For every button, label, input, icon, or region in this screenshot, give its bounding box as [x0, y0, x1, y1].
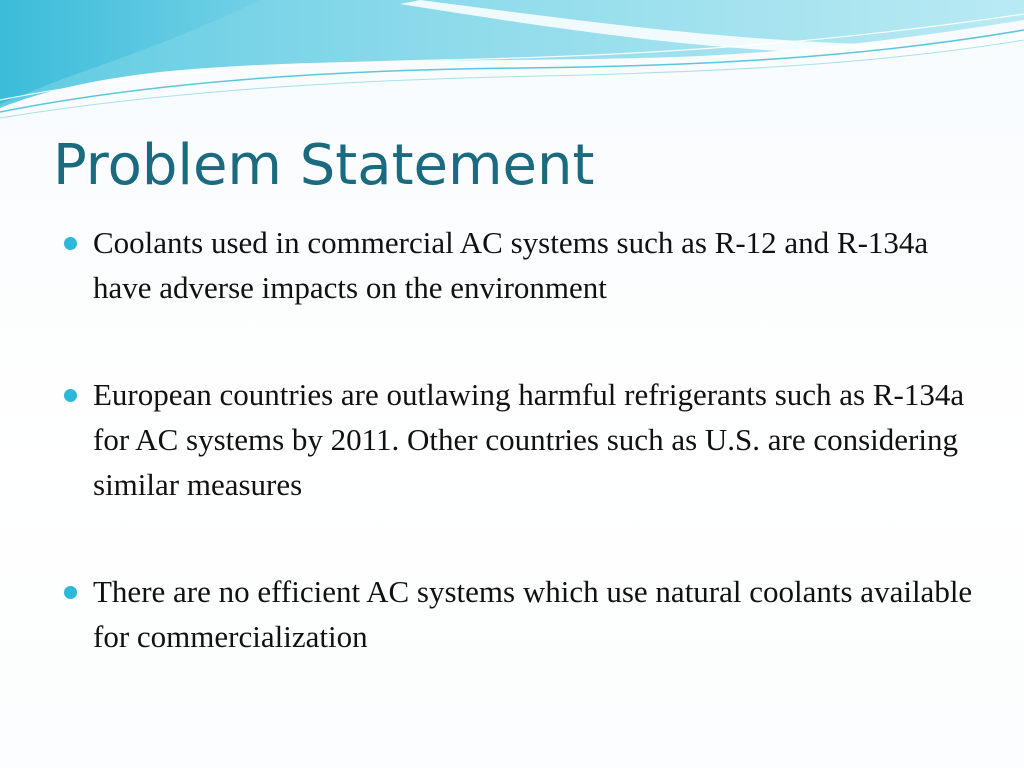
bullet-dot-icon	[64, 389, 77, 402]
slide-title: Problem Statement	[53, 133, 595, 198]
bullet-text: Coolants used in commercial AC systems such as R-12 and R-134a have adverse impacts on the environment	[93, 225, 929, 305]
bullet-item	[60, 220, 980, 310]
bullet-item	[60, 569, 980, 659]
bullet-dot-icon	[64, 586, 77, 599]
bullet-item	[60, 372, 980, 507]
bullet-text: There are no efficient AC systems which use natural coolants available for commercialization	[93, 574, 973, 654]
bullet-list	[60, 220, 980, 659]
bullet-dot-icon	[64, 237, 77, 250]
bullet-text: European countries are outlawing harmful refrigerants such as R-134a for AC systems by 2011. Other countries such as U.S. are considering similar measures	[93, 377, 965, 502]
decorative-wave-header	[0, 0, 1024, 130]
